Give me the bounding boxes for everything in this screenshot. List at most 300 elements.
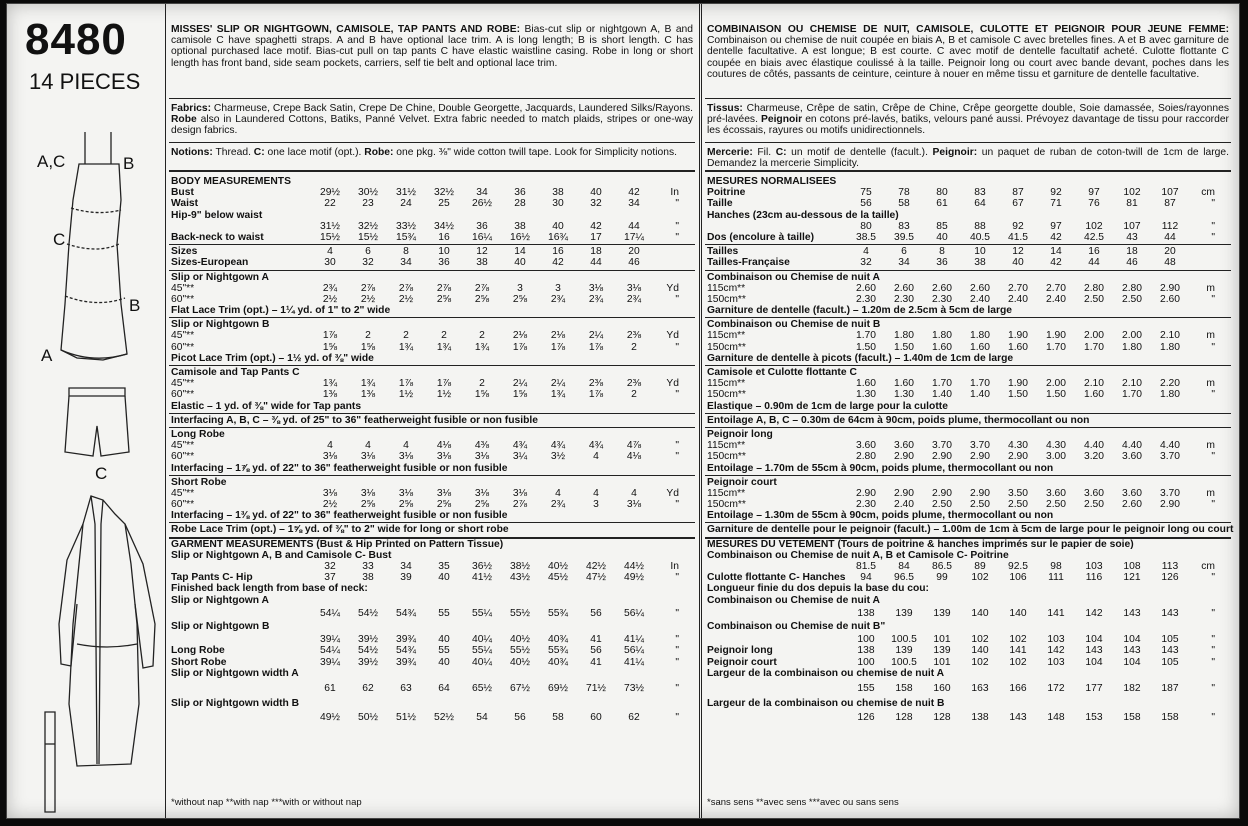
table-cell: 2.50 (1083, 499, 1105, 511)
table-cell: 88 (974, 220, 986, 232)
table-cell: 54¾ (395, 607, 417, 619)
table-cell: 89 (974, 561, 986, 572)
column-divider (701, 4, 702, 818)
table-cell: 3⅛ (322, 451, 338, 463)
garment-poitrine-label (707, 550, 1229, 561)
table-cell: 101 (933, 656, 951, 668)
table-cell: 102 (971, 634, 989, 646)
table-cell: 128 (895, 712, 913, 724)
table-cell: 1⅝ (360, 341, 376, 353)
table-cell: 84 (898, 561, 910, 572)
column-divider (699, 4, 700, 818)
table-cell: 54½ (357, 607, 379, 619)
table-cell: 16 (438, 231, 450, 243)
table-cell: 3.60 (1083, 487, 1105, 499)
table-cell: 2.30 (855, 293, 877, 305)
row-label: 45"** (171, 487, 195, 499)
mercerie-peignoir-text: un paquet de ruban de coton-twill de 1cm de large. Demandez la mercerie Simplicity. (707, 147, 1229, 170)
table-cell: 102 (1123, 187, 1141, 199)
table-cell: 1.70 (931, 378, 953, 390)
slip-b-heading (171, 319, 693, 330)
table-cell: 4¾ (512, 440, 528, 452)
table-cell: 55¼ (471, 645, 493, 657)
table-cell: 42 (1050, 257, 1062, 269)
row-label: Entoilage – 1.70m de 55cm à 90cm, poids plume, thermocollant ou non (707, 462, 1054, 474)
unit-label: " (675, 198, 679, 210)
table-cell: 141 (1047, 607, 1065, 619)
table-cell: 1⅞ (512, 341, 528, 353)
table-cell: 2½ (322, 293, 338, 305)
table-cell: 42 (590, 220, 602, 232)
hip-row (171, 221, 693, 232)
peignoir-court-115-row (707, 488, 1229, 499)
table-cell: 1.40 (969, 389, 991, 401)
table-cell: 3¼ (512, 451, 528, 463)
table-cell: 2.90 (1159, 282, 1181, 294)
table-cell: 63 (400, 682, 412, 694)
table-cell: 10 (974, 246, 986, 258)
table-cell: 1.90 (1007, 378, 1029, 390)
table-cell: 140 (971, 607, 989, 619)
row-label: Interfacing – 1⅜ yd. of 22" to 36" featherweight fusible or non fusible (171, 510, 508, 522)
table-cell: 32 (362, 257, 374, 269)
camisole-heading (171, 367, 693, 378)
table-cell: 139 (895, 645, 913, 657)
table-cell: 2⅝ (436, 293, 452, 305)
table-cell: 142 (1085, 607, 1103, 619)
table-cell: 38½ (509, 561, 531, 572)
table-cell: 39½ (357, 656, 379, 668)
table-cell: 94 (860, 572, 872, 584)
pattern-number: 8480 (25, 15, 127, 64)
belt-drawing (45, 712, 55, 812)
row-label: Sizes-European (171, 257, 249, 269)
table-cell: 41 (590, 656, 602, 668)
length-short-robe-row (171, 657, 693, 668)
row-label: Bust (171, 187, 194, 199)
table-cell: 2⅛ (512, 330, 528, 342)
table-cell: 2 (479, 330, 485, 342)
table-cell: 54¼ (319, 607, 341, 619)
table-cell: 2.10 (1083, 378, 1105, 390)
table-cell: 1.60 (969, 341, 991, 353)
table-cell: 30 (552, 198, 564, 210)
row-label: Peignoir court (707, 656, 777, 668)
nap-footnote-en: *without nap **with nap ***with or without nap (171, 796, 362, 808)
table-cell: 1.50 (893, 341, 915, 353)
row-label: Garniture de dentelle (facult.) – 1.20m de 2.5cm à 5cm de large (707, 305, 1013, 317)
table-cell: 36 (476, 220, 488, 232)
table-cell: 58 (898, 198, 910, 210)
table-cell: 4⅛ (626, 451, 642, 463)
table-cell: 1¾ (436, 341, 452, 353)
slip-b-45-row (171, 330, 693, 341)
table-cell: 1⅞ (322, 330, 338, 342)
table-cell: 3⅛ (436, 487, 452, 499)
peignoir-long-heading (707, 429, 1229, 440)
table-cell: 55¾ (547, 645, 569, 657)
table-cell: 1½ (436, 389, 452, 401)
row-label: Short Robe (171, 656, 227, 668)
row-label: 45"** (171, 378, 195, 390)
length-comb-b-label (707, 621, 1229, 632)
table-cell: 172 (1047, 682, 1065, 694)
table-cell: 2¾ (550, 293, 566, 305)
notions-en (171, 147, 693, 158)
table-cell: 39.5 (893, 231, 915, 243)
table-cell: 10 (438, 246, 450, 258)
table-cell: 2⅞ (398, 282, 414, 294)
table-cell: 1⅝ (512, 389, 528, 401)
table-cell: 139 (895, 607, 913, 619)
table-cell: 2.80 (1121, 282, 1143, 294)
row-label: Sizes (171, 246, 198, 258)
unit-label: " (675, 656, 679, 668)
table-cell: 2 (479, 378, 485, 390)
table-rule (169, 427, 695, 428)
table-cell: 87 (1164, 198, 1176, 210)
unit-label: " (1211, 389, 1215, 401)
table-cell: 58 (552, 712, 564, 724)
table-cell: 1.30 (893, 389, 915, 401)
table-cell: 104 (1123, 634, 1141, 646)
mercerie-fr (707, 147, 1229, 169)
table-cell: 16¾ (547, 231, 569, 243)
table-cell: 16 (552, 246, 564, 258)
table-cell: 31½ (319, 220, 341, 232)
row-label: Tailles (707, 246, 739, 258)
table-cell: 2 (631, 341, 637, 353)
table-cell: 71 (1050, 198, 1062, 210)
table-cell: 55½ (509, 645, 531, 657)
row-label: Entoilage – 1.30m de 55cm à 90cm, poids plume, thermocollant ou non (707, 510, 1054, 522)
bust-row (171, 187, 693, 198)
table-cell: 46 (628, 257, 640, 269)
table-cell: 6 (901, 246, 907, 258)
table-cell: 1¾ (398, 341, 414, 353)
table-cell: 62 (362, 682, 374, 694)
table-cell: 107 (1161, 187, 1179, 199)
row-label: Largeur de la combinaison ou chemise de nuit A (707, 667, 945, 679)
unit-label: " (1211, 451, 1215, 463)
table-cell: 39¾ (395, 634, 417, 646)
table-cell: 1.90 (1007, 330, 1029, 342)
comb-a-150-row (707, 294, 1229, 305)
table-cell: 4.40 (1159, 440, 1181, 452)
unit-label: Yd (666, 487, 679, 499)
camisole-45-row (171, 378, 693, 389)
fabrics-text: Charmeuse, Crepe Back Satin, Crepe De Chine, Double Georgette, Jacquards, Laundered Silks/Rayons. (211, 103, 693, 114)
table-cell: 40 (1012, 257, 1024, 269)
table-cell: 16¼ (471, 231, 493, 243)
unit-label: Yd (666, 282, 679, 294)
row-label: Short Robe (171, 476, 227, 488)
table-cell: 98 (1050, 561, 1062, 572)
description-text: Combinaison ou chemise de nuit coupée en biais A, B et camisole C avec bretelles fines. A et B avec garniture de dentelle facultative. A est longue; B est courte. C avec motif de dentelle facultatif acheté. Culotte flottante C coupée en biais avec élastique coulissé à la taille. Peignoir long ou court avec bande devant, poches dans les coutures de côtés, passants de ceinture, ceinture à nouer en même tissu et garniture de dentelle facultative. (707, 35, 1229, 80)
length-slip-b-label (171, 621, 693, 632)
table-cell: 46 (1126, 257, 1138, 269)
row-label: Finished back length from base of neck: (171, 583, 368, 595)
short-robe-45-row (171, 488, 693, 499)
table-rule (705, 365, 1231, 366)
table-cell: 3.00 (1045, 451, 1067, 463)
table-cell: 49½ (319, 712, 341, 724)
comb-b-115-row (707, 330, 1229, 341)
table-cell: 40¾ (547, 634, 569, 646)
mercerie-c-text: un motif de dentelle (facult.). (786, 147, 933, 158)
unit-label: " (1211, 499, 1215, 511)
notions-robe-label: Robe: (364, 147, 394, 158)
table-cell: 1⅞ (588, 389, 604, 401)
table-cell: 1¾ (322, 378, 338, 390)
table-cell: 2.50 (1045, 499, 1067, 511)
row-label: 115cm** (707, 378, 746, 390)
notions-c-label: C: (253, 147, 265, 158)
table-cell: 2⅜ (626, 330, 642, 342)
table-cell: 143 (1123, 607, 1141, 619)
garment-measurements-heading (707, 539, 1229, 550)
table-cell: 112 (1161, 220, 1179, 232)
table-rule (169, 413, 695, 414)
row-label: 60"** (171, 451, 195, 463)
table-cell: 40¼ (471, 656, 493, 668)
description-en (171, 24, 693, 106)
garment-poitrine-row (707, 561, 1229, 572)
description-text: Bias-cut slip or nightgown A, B and camisole C have spaghetti straps. A and B have optional lace trim. A is long length; B is short length. C has optional purchased lace motif. Bias-cut pull on tap pants C have elastic waistline casing. Robe in long or short length has front band, side seam pockets, carriers, self tie belt and optional lace trim. (171, 24, 693, 69)
table-cell: 22 (324, 198, 336, 210)
table-cell: 8 (403, 246, 409, 258)
table-cell: 3⅛ (322, 487, 338, 499)
long-robe-heading (171, 429, 693, 440)
unit-label: " (675, 389, 679, 401)
table-cell: 4 (593, 451, 599, 463)
table-cell: 187 (1161, 682, 1179, 694)
unit-label: " (675, 451, 679, 463)
table-cell: 2.90 (969, 451, 991, 463)
table-cell: 2¾ (550, 499, 566, 511)
table-cell: 39¼ (319, 634, 341, 646)
table-cell: 2⅞ (360, 282, 376, 294)
fabrics-en (171, 103, 693, 137)
unit-label: " (1211, 572, 1215, 584)
poitrine-row (707, 187, 1229, 198)
tailles-francaise-row (707, 257, 1229, 268)
table-cell: 126 (1161, 572, 1179, 584)
table-cell: 97 (1050, 220, 1062, 232)
table-cell: 64 (438, 682, 450, 694)
table-cell: 2.10 (1159, 330, 1181, 342)
table-cell: 102 (1009, 634, 1027, 646)
table-cell: 2.40 (969, 293, 991, 305)
notions-text: Thread. (212, 147, 254, 158)
table-cell: 38 (362, 572, 374, 584)
unit-label: " (675, 572, 679, 584)
garment-bust-label (171, 550, 693, 561)
table-cell: 139 (933, 607, 951, 619)
table-cell: 4¾ (588, 440, 604, 452)
table-cell: 1.80 (893, 330, 915, 342)
table-cell: 1.80 (1121, 341, 1143, 353)
short-robe-60-row (171, 499, 693, 510)
table-cell: 2¼ (550, 378, 566, 390)
table-cell: 3.70 (969, 440, 991, 452)
table-rule (705, 522, 1231, 523)
description-fr (707, 24, 1229, 106)
table-cell: 1.90 (1045, 330, 1067, 342)
table-cell: 1⅞ (398, 378, 414, 390)
column-divider (165, 4, 166, 818)
table-cell: 56 (590, 645, 602, 657)
row-label: 115cm** (707, 487, 746, 499)
slip-nightgown-drawing (61, 132, 127, 360)
table-cell: 55 (438, 645, 450, 657)
row-label: Longueur finie du dos depuis la base du cou: (707, 583, 929, 595)
table-cell: 148 (1047, 712, 1065, 724)
unit-label: " (1211, 712, 1215, 724)
row-label: Interfacing A, B, C – ⅜ yd. of 25" to 36" featherweight fusible or non fusible (171, 414, 538, 426)
row-label: Culotte flottante C- Hanches (707, 572, 846, 584)
yardage-table-en (171, 176, 693, 723)
tap-pants-drawing (65, 388, 129, 456)
table-cell: 48 (1164, 257, 1176, 269)
table-cell: 1.60 (931, 341, 953, 353)
row-label: Dos (encolure à taille) (707, 231, 815, 243)
garment-measurements-heading (171, 539, 693, 550)
table-cell: 4⅜ (474, 440, 490, 452)
notions-c-text: one lace motif (opt.). (264, 147, 365, 158)
tissus-fr (707, 103, 1229, 137)
description-title: COMBINAISON OU CHEMISE DE NUIT, CAMISOLE, CULOTTE ET PEIGNOIR POUR JEUNE FEMME: (707, 24, 1229, 35)
row-label: Peignoir long (707, 428, 773, 440)
table-cell: 3.60 (1045, 487, 1067, 499)
long-robe-60-row (171, 451, 693, 462)
table-cell: 92 (1012, 220, 1024, 232)
table-cell: 41½ (471, 572, 493, 584)
hanches-label-row (707, 210, 1229, 221)
row-label: Slip or Nightgown B (171, 620, 270, 632)
table-cell: 106 (1009, 572, 1027, 584)
table-cell: 80 (860, 220, 872, 232)
table-cell: 1⅞ (436, 378, 452, 390)
table-rule (169, 365, 695, 366)
table-cell: 32 (590, 198, 602, 210)
body-measurements-heading (707, 176, 1229, 187)
table-cell: 1¾ (550, 389, 566, 401)
table-cell: 35 (438, 561, 450, 572)
row-label: 150cm** (707, 293, 746, 305)
table-cell: 26½ (471, 198, 493, 210)
view-label-c: C (53, 230, 66, 249)
table-cell: 24 (400, 198, 412, 210)
mercerie-label: Mercerie: (707, 147, 753, 158)
camisole-115-row (707, 378, 1229, 389)
table-cell: 56 (514, 712, 526, 724)
table-rule (705, 413, 1231, 414)
unit-label: m (1206, 378, 1215, 390)
long-robe-45-row (171, 440, 693, 451)
table-cell: 2⅝ (398, 499, 414, 511)
unit-label: cm (1201, 561, 1215, 572)
table-cell: 1⅝ (474, 389, 490, 401)
table-cell: 102 (971, 656, 989, 668)
row-label: Combinaison ou Chemise de nuit A, B et Camisole C- Poitrine (707, 549, 1009, 561)
table-cell: 3.70 (1159, 451, 1181, 463)
row-label: Entoilage A, B, C – 0.30m de 64cm à 90cm, poids plume, thermocollant ou non (707, 414, 1090, 426)
table-cell: 102 (1085, 220, 1103, 232)
row-label: Combinaison ou Chemise de nuit A (707, 271, 880, 283)
table-cell: 104 (1085, 656, 1103, 668)
table-cell: 1¾ (360, 378, 376, 390)
table-cell: 2.70 (1007, 282, 1029, 294)
table-cell: 160 (933, 682, 951, 694)
table-cell: 56 (860, 198, 872, 210)
table-cell: 80 (936, 187, 948, 199)
row-label: Hanches (23cm au-dessous de la taille) (707, 209, 899, 221)
table-cell: 2.50 (1083, 293, 1105, 305)
table-cell: 8 (939, 246, 945, 258)
mercerie-c-label: C: (775, 147, 787, 158)
table-cell: 29½ (319, 187, 341, 199)
table-cell: 43 (1126, 231, 1138, 243)
table-rule (705, 244, 1231, 245)
row-label: Largeur de la combinaison ou chemise de nuit B (707, 698, 945, 710)
finished-length-heading (171, 583, 693, 594)
table-cell: 36 (438, 257, 450, 269)
robe-label: Robe (171, 114, 197, 126)
table-cell: 17 (590, 231, 602, 243)
table-cell: 16½ (509, 231, 531, 243)
description-title: MISSES' SLIP OR NIGHTGOWN, CAMISOLE, TAP PANTS AND ROBE: (171, 24, 521, 35)
dos-row (707, 232, 1229, 243)
table-cell: 31½ (395, 187, 417, 199)
unit-label: " (1211, 341, 1215, 353)
peignoir-court-entoilage-row (707, 510, 1229, 521)
row-label: Garniture de dentelle pour le peignoir (facult.) – 1.00m de 1cm à 5cm de large pour le peignoir long ou court (707, 524, 1234, 536)
table-cell: 2.80 (855, 451, 877, 463)
peignoir-long-entoilage-row (707, 463, 1229, 474)
table-cell: 4¾ (550, 440, 566, 452)
row-label: 150cm** (707, 499, 746, 511)
table-cell: 3⅛ (474, 451, 490, 463)
row-label: Garniture de dentelle à picots (facult.) – 1.40m de 1cm de large (707, 352, 1014, 364)
row-label: Slip or Nightgown width B (171, 698, 300, 710)
view-label-b-hem: B (129, 296, 141, 315)
table-cell: 41 (590, 634, 602, 646)
table-cell: 87 (1012, 187, 1024, 199)
table-cell: 2⅜ (626, 378, 642, 390)
table-cell: 55¾ (547, 607, 569, 619)
table-cell: 158 (1161, 712, 1179, 724)
slip-b-60-row (171, 342, 693, 353)
table-cell: 139 (933, 645, 951, 657)
table-cell: 143 (1161, 607, 1179, 619)
table-cell: 2.20 (1159, 378, 1181, 390)
table-cell: 4.30 (1007, 440, 1029, 452)
length-slip-b-row (171, 634, 693, 645)
table-cell: 140 (1009, 607, 1027, 619)
unit-label: m (1206, 440, 1215, 452)
table-cell: 1.80 (931, 330, 953, 342)
table-cell: 2.00 (1121, 330, 1143, 342)
comb-a-heading (707, 272, 1229, 283)
table-cell: 3.50 (1007, 487, 1029, 499)
table-cell: 100 (857, 634, 875, 646)
table-cell: 1⅞ (588, 341, 604, 353)
table-cell: 65½ (471, 682, 493, 694)
short-robe-heading (171, 477, 693, 488)
unit-label: " (675, 231, 679, 243)
table-cell: 2.60 (931, 282, 953, 294)
